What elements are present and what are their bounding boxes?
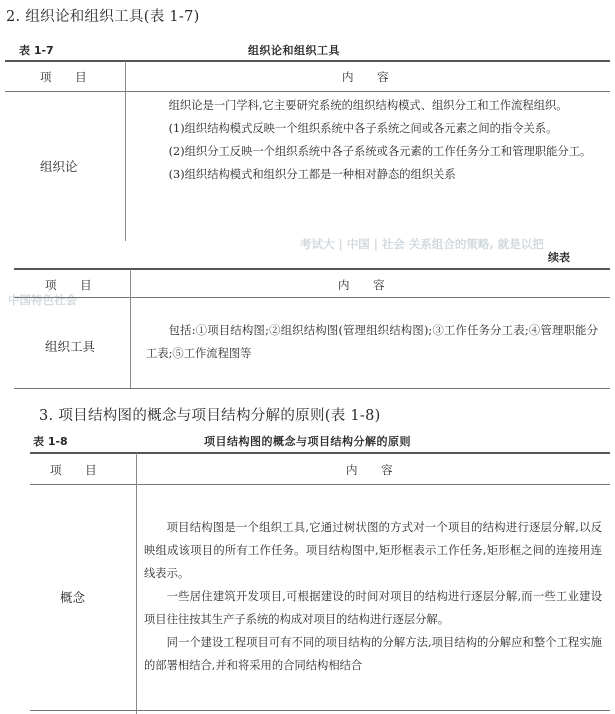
header-item: 项 目	[40, 70, 97, 84]
header-content: 内 容	[342, 70, 399, 84]
section-heading-2: 2. 组织论和组织工具(表 1-7)	[6, 9, 200, 25]
row-label-concept: 概念	[60, 590, 86, 605]
table-number: 表 1-7	[19, 44, 54, 57]
table-top-rule	[5, 60, 610, 62]
paragraph: (3)组织结构模式和组织分工都是一种相对静态的组织关系	[168, 168, 456, 181]
header-item: 项 目	[50, 463, 107, 477]
bleed-through-text: 中国特色社会	[8, 293, 77, 307]
header-rule	[30, 484, 610, 485]
paragraph: 组织论是一门学科,它主要研究系统的组织结构模式、组织分工和工作流程组织。	[168, 99, 568, 112]
header-item: 项 目	[45, 278, 102, 292]
header-content: 内 容	[338, 278, 395, 292]
paragraph: 包括:①项目结构图;②组织结构图(管理组织结构图);③工作任务分工表;④管理职能分工表;⑤工作流程图等	[146, 324, 598, 360]
continued-bottom-rule	[14, 388, 610, 389]
organization-tools-content	[146, 319, 598, 365]
table-caption: 组织论和组织工具	[248, 44, 340, 57]
paragraph: (2)组织分工反映一个组织系统中各子系统或各元素的工作任务分工和管理职能分工。	[168, 145, 592, 158]
paragraph: 一些居住建筑开发项目,可根据建设的时间对项目的结构进行逐层分解,而一些工业建设项目往往按其生产子系统的构成对项目的结构进行逐层分解。	[144, 590, 602, 626]
continued-top-rule	[14, 268, 610, 270]
organization-theory-content	[146, 94, 594, 186]
column-divider	[136, 453, 137, 714]
paragraph: 同一个建设工程项目可有不同的项目结构的分解方法,项目结构的分解应和整个工程实施的部署相结合,并和将采用的合同结构相结合	[144, 636, 602, 672]
table-top-rule	[30, 452, 610, 454]
concept-content	[144, 516, 602, 677]
column-divider	[130, 269, 131, 389]
table-caption: 项目结构图的概念与项目结构分解的原则	[204, 435, 411, 448]
header-content: 内 容	[346, 463, 403, 477]
section-heading-3: 3. 项目结构图的概念与项目结构分解的原则(表 1-8)	[39, 408, 381, 424]
paragraph: (1)组织结构模式反映一个组织系统中各子系统之间或各元素之间的指令关系。	[168, 122, 558, 135]
column-divider	[125, 61, 126, 241]
paragraph: 项目结构图是一个组织工具,它通过树状图的方式对一个项目的结构进行逐层分解,以反映组成该项目的所有工作任务。项目结构图中,矩形框表示工作任务,矩形框之间的连接用连线表示。	[144, 521, 602, 580]
row-label-organization-theory: 组织论	[40, 159, 78, 174]
header-rule	[5, 91, 610, 92]
bleed-through-text: 考试大 | 中国 | 社会 关系组合的策略, 就是以把	[300, 237, 544, 251]
continued-label: 续表	[548, 251, 570, 264]
table-bottom-rule	[30, 710, 610, 711]
row-label-organization-tools: 组织工具	[45, 339, 96, 354]
continued-header-rule	[14, 297, 610, 298]
table-number: 表 1-8	[33, 435, 68, 448]
